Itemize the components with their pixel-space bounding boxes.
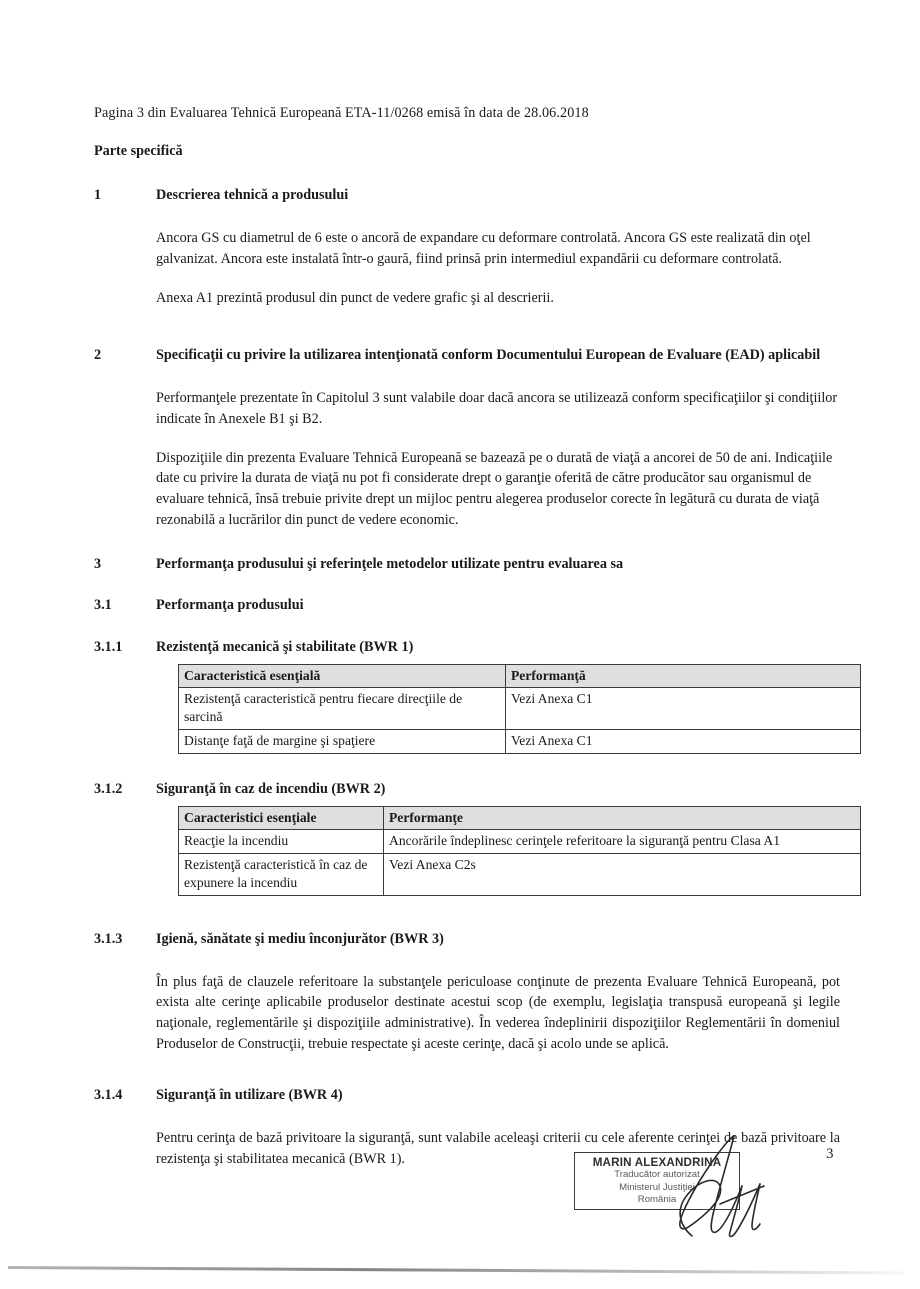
table-row bbox=[179, 688, 861, 730]
column-header-performance: Performanţă bbox=[506, 665, 861, 688]
section-title: Descrierea tehnică a produsului bbox=[156, 187, 349, 204]
section-title: Siguranţă în utilizare (BWR 4) bbox=[156, 1087, 343, 1104]
section-number: 1 bbox=[94, 187, 102, 204]
table-header-row bbox=[179, 806, 861, 829]
spacer bbox=[94, 214, 840, 228]
section-title: Siguranţă în caz de incendiu (BWR 2) bbox=[156, 780, 386, 797]
paragraph-3-1-3: În plus faţă de clauzele referitoare la substanţele periculoase conţinute de prezenta Evaluare Tehnică Europeană, pot exista alte cerinţe aplicabile produselor destinate acestui scop (de exemplu, legislaţia transpusă europeană şi legile naţionale, reglementările şi dispoziţiile administrative). În vederea îndeplinirii dispoziţiilor Reglementării în domeniul Produselor de Construcţii, trebuie respectate şi aceste cerinţe, dacă şi acolo unde se aplică. bbox=[156, 973, 840, 1052]
cell-performance: Vezi Anexa C2s bbox=[384, 853, 861, 895]
part-title: Parte specifică bbox=[94, 143, 183, 160]
stamp-authority: Ministerul Justiţiei bbox=[619, 1181, 695, 1193]
spacer bbox=[94, 582, 840, 596]
stamp-translator-name: MARIN ALEXANDRINA bbox=[592, 1156, 722, 1169]
section-heading-3-1-2 bbox=[94, 780, 840, 800]
table-fire-wrapper bbox=[178, 806, 840, 896]
page-content bbox=[94, 104, 840, 1184]
paragraph-1-2: Anexa A1 prezintă produsul din punct de vedere grafic şi al descrierii. bbox=[156, 289, 554, 306]
cell-performance: Ancorările îndeplinesc cerinţele referitoare la siguranţă pentru Clasa A1 bbox=[384, 829, 861, 853]
page-number: 3 bbox=[826, 1146, 834, 1162]
cell-characteristic: Rezistenţă caracteristică pentru fiecare direcţiile de sarcină bbox=[179, 688, 506, 730]
section-heading-3-1-4 bbox=[94, 1086, 840, 1106]
section-number: 3.1.4 bbox=[94, 1087, 123, 1104]
section-number: 3.1 bbox=[94, 597, 112, 614]
stamp-country: România bbox=[637, 1193, 677, 1205]
translator-stamp-area bbox=[563, 1128, 793, 1248]
spacer bbox=[94, 900, 840, 930]
section-number: 3.1.2 bbox=[94, 780, 123, 797]
table-row bbox=[179, 729, 861, 753]
spacer bbox=[94, 1072, 840, 1086]
cell-performance: Vezi Anexa C1 bbox=[506, 729, 861, 753]
table-fire-safety bbox=[178, 806, 861, 896]
column-header-characteristic: Caracteristică esenţială bbox=[179, 665, 506, 688]
table-row bbox=[179, 829, 861, 853]
paragraph-1-1: Ancora GS cu diametrul de 6 este o ancoră de expandare cu deformare controlată. Ancora GS este realizată din oţel galvanizat. Ancora este instalată într-o gaură, fiind prinsă prin intermediul expandării cu deformare controlată. bbox=[156, 230, 811, 267]
section-title: Performanţa produsului şi referinţele metodelor utilizate pentru evaluarea sa bbox=[156, 555, 624, 572]
table-header-row bbox=[179, 665, 861, 688]
section-title: Performanţa produsului bbox=[156, 597, 304, 614]
section-title: Rezistenţă mecanică şi stabilitate (BWR 1) bbox=[156, 639, 414, 656]
table-row bbox=[179, 853, 861, 895]
spacer bbox=[94, 758, 840, 780]
section-title: Igienă, sănătate şi mediu înconjurător (BWR 3) bbox=[156, 930, 444, 947]
column-header-characteristics: Caracteristici esenţiale bbox=[179, 806, 384, 829]
section-heading-3-1-1 bbox=[94, 638, 840, 658]
spacer bbox=[94, 541, 840, 555]
section-heading-3-1-3 bbox=[94, 930, 840, 950]
column-header-performances: Performanţe bbox=[384, 806, 861, 829]
section-heading-1 bbox=[94, 186, 840, 206]
table-mechanical-wrapper bbox=[178, 664, 840, 754]
cell-characteristic: Reacţie la incendiu bbox=[179, 829, 384, 853]
spacer bbox=[94, 624, 840, 638]
cell-characteristic: Rezistenţă caracteristică în caz de expunere la incendiu bbox=[179, 853, 384, 895]
section-heading-2 bbox=[94, 346, 840, 366]
section-number: 3.1.3 bbox=[94, 930, 123, 947]
stamp-role: Traducător autorizat bbox=[614, 1169, 700, 1181]
spacer bbox=[94, 374, 840, 388]
cell-performance: Vezi Anexa C1 bbox=[506, 688, 861, 730]
spacer bbox=[94, 1114, 840, 1128]
section-number: 3 bbox=[94, 555, 102, 572]
section-title: Specificaţii cu privire la utilizarea intenţionată conform Documentului European de Evaluare (EAD) aplicabil bbox=[156, 347, 821, 364]
spacer bbox=[94, 332, 840, 346]
table-mechanical-resistance bbox=[178, 664, 861, 754]
document-header-line: Pagina 3 din Evaluarea Tehnică Europeană ETA-11/0268 emisă în data de 28.06.2018 bbox=[94, 105, 589, 121]
paragraph-3-1-4: Pentru cerinţa de bază privitoare la siguranţă, sunt valabile aceleaşi criterii cu cele aferente cerinţei de bază privitoare la rezistenţa şi stabilitatea mecanică (BWR 1). bbox=[156, 1130, 840, 1168]
cell-characteristic: Distanţe faţă de margine şi spaţiere bbox=[179, 729, 506, 753]
translator-stamp bbox=[574, 1152, 740, 1210]
paragraph-2-1: Performanţele prezentate în Capitolul 3 sunt valabile doar dacă ancora se utilizează conform specificaţiilor şi condiţiilor indicate în Anexele B1 şi B2. bbox=[156, 390, 838, 427]
spacer bbox=[94, 958, 840, 972]
paragraph-2-2: Dispoziţiile din prezenta Evaluare Tehnică Europeană se bazează pe o durată de viaţă a ancorei de 50 de ani. Indicaţiile date cu privire la durata de viaţă nu pot fi considerate drept o garanţie oferită de către producător sau organismul de evaluare tehnică, însă trebuie privite drept un mijloc pentru alegerea produselor corecte în legătură cu durata de viaţă rezonabilă a lucrărilor din punct de vedere economic. bbox=[156, 449, 833, 528]
section-number: 3.1.1 bbox=[94, 639, 123, 656]
section-heading-3 bbox=[94, 555, 840, 575]
section-number: 2 bbox=[94, 347, 102, 364]
scan-edge-line bbox=[8, 1266, 904, 1274]
section-heading-3-1 bbox=[94, 596, 840, 616]
